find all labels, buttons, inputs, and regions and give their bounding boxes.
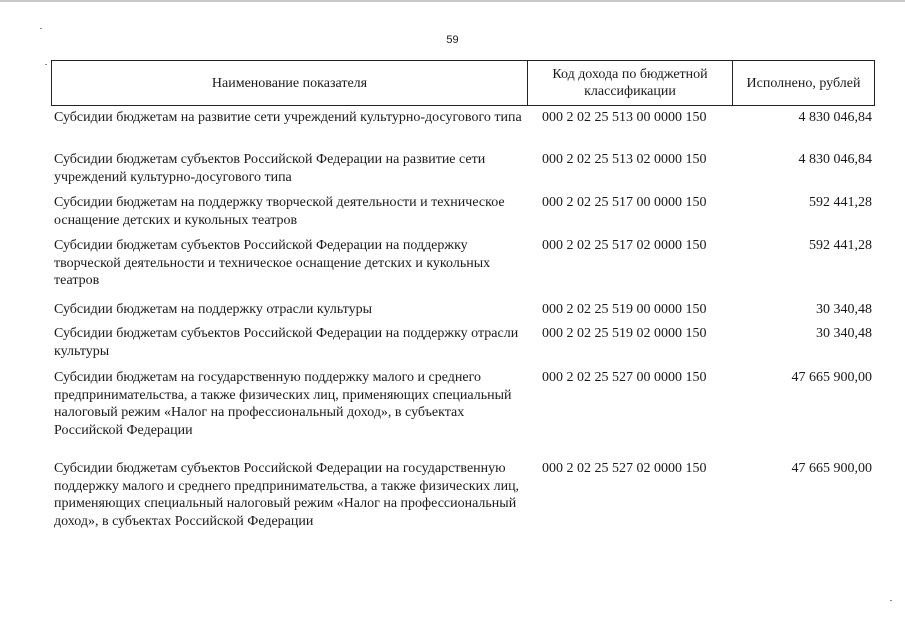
table-row [52,325,876,369]
table-row [52,369,876,460]
row-indicator-name: Субсидии бюджетам на государственную поддержку малого и среднего предпринимательства, а также физических лиц, применяющих специальный налоговый режим «Налог на профессиональный доход», в субъектах Российской Федерации [54,370,512,438]
table-row [52,109,876,151]
table-row [52,151,876,194]
header-executed-amount: Исполнено, рублей [746,75,861,91]
row-executed-amount: 592 441,28 [809,238,872,253]
row-indicator-name: Субсидии бюджетам субъектов Российской Федерации на поддержку творческой деятельности и техническое оснащение детских и кукольных театров [54,238,491,288]
row-indicator-name: Субсидии бюджетам на развитие сети учреждений культурно-досугового типа [54,110,522,125]
scan-speck [45,64,47,65]
row-executed-amount: 47 665 900,00 [791,461,872,476]
page-number: 59 [446,34,459,46]
row-indicator-name: Субсидии бюджетам на поддержку творческой деятельности и техническое оснащение детских и кукольных театров [54,195,505,228]
row-income-code: 000 2 02 25 527 00 0000 150 [542,370,707,385]
row-income-code: 000 2 02 25 517 00 0000 150 [542,195,707,210]
row-income-code: 000 2 02 25 517 02 0000 150 [542,238,707,253]
row-executed-amount: 30 340,48 [816,326,872,341]
row-executed-amount: 4 830 046,84 [798,110,872,125]
scan-speck [40,28,42,29]
row-executed-amount: 4 830 046,84 [798,152,872,167]
row-income-code: 000 2 02 25 513 02 0000 150 [542,152,707,167]
row-indicator-name: Субсидии бюджетам субъектов Российской Федерации на развитие сети учреждений культурно-досугового типа [54,152,486,185]
scan-top-edge [0,0,905,2]
row-income-code: 000 2 02 25 513 00 0000 150 [542,110,707,125]
row-executed-amount: 47 665 900,00 [791,370,872,385]
row-executed-amount: 592 441,28 [809,195,872,210]
scan-speck [890,600,892,601]
header-indicator-name: Наименование показателя [52,61,528,105]
row-income-code: 000 2 02 25 527 02 0000 150 [542,461,707,476]
table-row [52,194,876,237]
table-body [52,109,876,550]
row-income-code: 000 2 02 25 519 02 0000 150 [542,326,707,341]
row-indicator-name: Субсидии бюджетам субъектов Российской Федерации на государственную поддержку малого и среднего предпринимательства, а также физических лиц, применяющих специальный налоговый режим «Налог на профессиональный доход», в субъектах Российской Федерации [54,461,520,529]
table-row [52,301,876,325]
row-indicator-name: Субсидии бюджетам на поддержку отрасли культуры [54,302,373,317]
table-row [52,237,876,301]
table-header [51,60,875,106]
row-income-code: 000 2 02 25 519 00 0000 150 [542,302,707,317]
row-executed-amount: 30 340,48 [816,302,872,317]
header-income-code: Код дохода по бюджетной классификации [528,61,733,105]
table-row [52,460,876,550]
row-indicator-name: Субсидии бюджетам субъектов Российской Федерации на поддержку отрасли культуры [54,326,519,359]
